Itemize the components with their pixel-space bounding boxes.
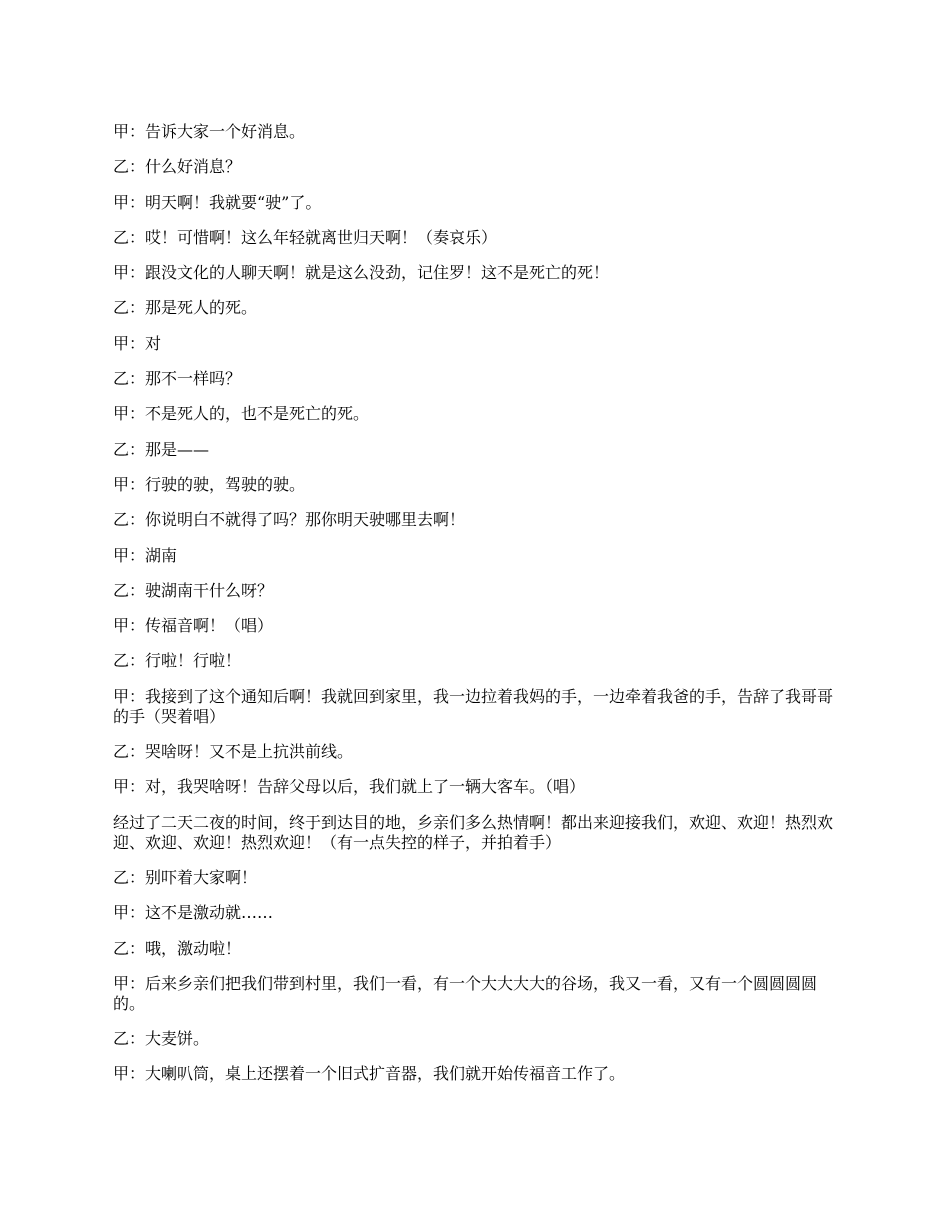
dialogue-line: 乙：那不一样吗？ (113, 369, 242, 389)
dialogue-line: 甲：我接到了这个通知后啊！我就回到家里，我一边拉着我妈的手，一边牵着我爸的手，告辞了我哥哥的手（哭着唱） (113, 686, 834, 726)
dialogue-line: 乙：那是死人的死。 (113, 298, 258, 318)
dialogue-line: 甲：跟没文化的人聊天啊！就是这么没劲，记住罗！这不是死亡的死！ (113, 263, 610, 283)
dialogue-line: 乙：哭啥呀！又不是上抗洪前线。 (113, 742, 354, 762)
dialogue-line: 乙：那是—— (113, 439, 210, 459)
dialogue-line: 甲：对 (113, 333, 162, 353)
dialogue-line: 甲：行驶的驶，驾驶的驶。 (113, 474, 306, 494)
document-page (113, 122, 843, 1100)
dialogue-line: 甲：对，我哭啥呀！告辞父母以后，我们就上了一辆大客车。（唱） (113, 777, 586, 797)
dialogue-line: 甲：这不是激动就…… (113, 903, 274, 923)
dialogue-line: 乙：大麦饼。 (113, 1029, 210, 1049)
dialogue-line: 甲：大喇叭筒，桌上还摆着一个旧式扩音器，我们就开始传福音工作了。 (113, 1064, 626, 1084)
dialogue-line: 甲：湖南 (113, 545, 178, 565)
dialogue-line: 乙：驶湖南干什么呀？ (113, 580, 274, 600)
dialogue-line: 甲：明天啊！我就要“驶”了。 (113, 192, 322, 212)
dialogue-line: 乙：行啦！行啦！ (113, 651, 242, 671)
dialogue-line: 乙：别吓着大家啊！ (113, 867, 258, 887)
dialogue-line: 乙：你说明白不就得了吗？那你明天驶哪里去啊！ (113, 510, 466, 530)
dialogue-line: 甲：不是死人的，也不是死亡的死。 (113, 404, 370, 424)
dialogue-line: 乙：什么好消息？ (113, 157, 242, 177)
narration-line: 经过了二天二夜的时间，终于到达目的地，乡亲们多么热情啊！都出来迎接我们，欢迎、欢迎！热烈欢迎、欢迎、欢迎！热烈欢迎！（有一点失控的样子，并拍着手） (113, 812, 834, 852)
dialogue-line: 甲：告诉大家一个好消息。 (113, 122, 306, 141)
dialogue-line: 甲：传福音啊！（唱） (113, 616, 274, 636)
dialogue-line: 乙：哦，激动啦！ (113, 938, 242, 958)
dialogue-line: 甲：后来乡亲们把我们带到村里，我们一看，有一个大大大大的谷场，我又一看，又有一个圆圆圆圆的。 (113, 973, 818, 1013)
dialogue-line: 乙：哎！可惜啊！这么年轻就离世归天啊！（奏哀乐） (113, 227, 498, 247)
